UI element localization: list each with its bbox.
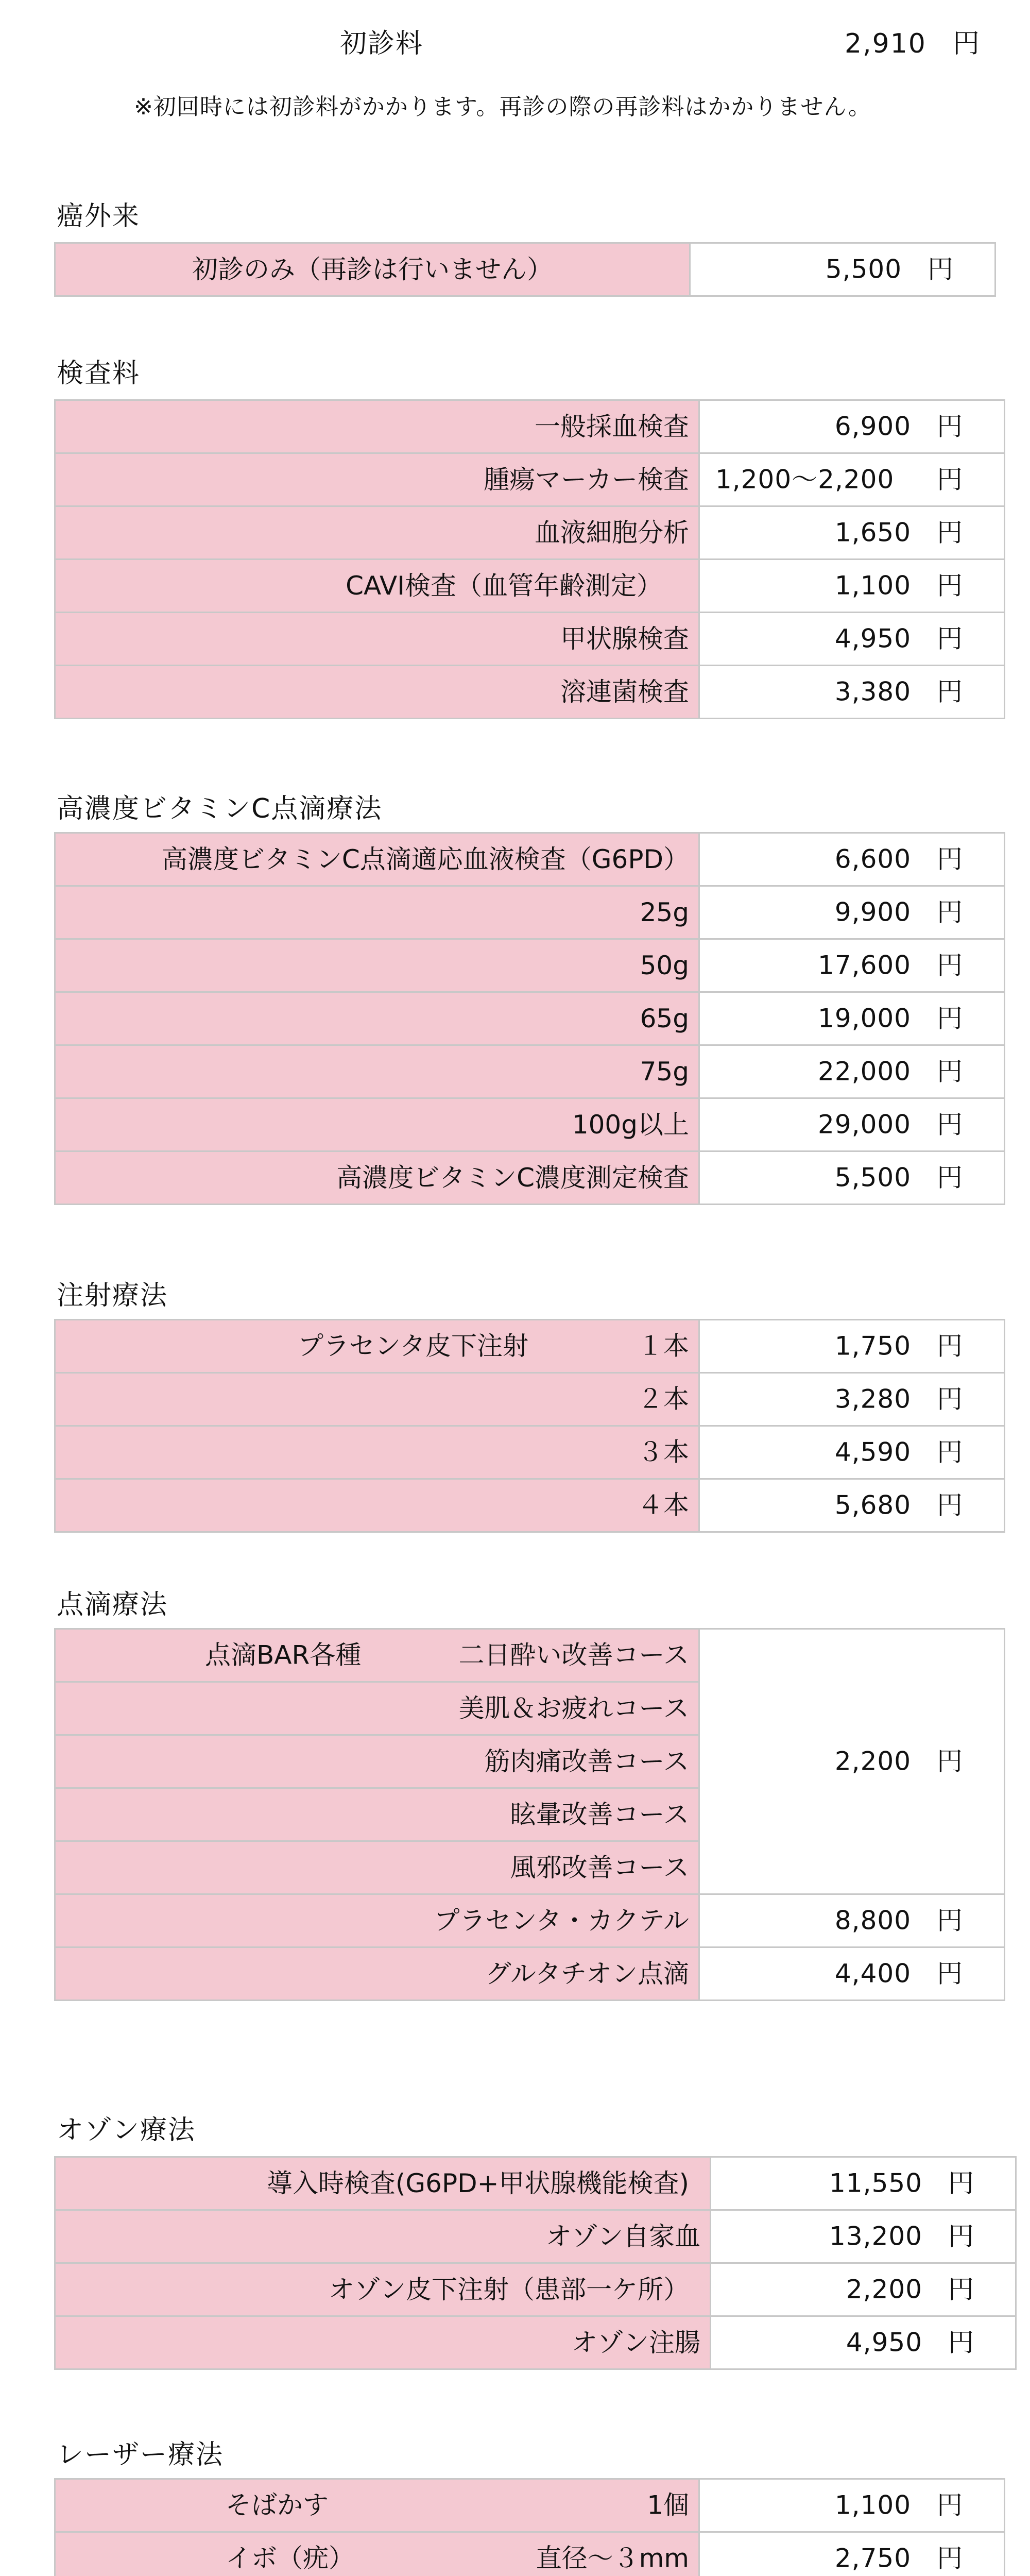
laser-condition: 直径～３mm xyxy=(536,2543,689,2573)
row-amount: 8,800 xyxy=(834,1905,911,1936)
row-yen: 円 xyxy=(937,411,963,442)
row-label xyxy=(55,1426,699,1479)
drip-group-prefix: 点滴BAR各種 xyxy=(205,1640,362,1670)
row-yen: 円 xyxy=(928,254,953,284)
row-yen: 円 xyxy=(937,1490,963,1520)
row-value xyxy=(711,2316,1016,2369)
row-label: 25g xyxy=(55,886,699,939)
section-title-drip: 点滴療法 xyxy=(57,1589,168,1620)
row-yen: 円 xyxy=(937,1384,963,1414)
row-label: 一般採血検査 xyxy=(55,400,699,453)
row-yen: 円 xyxy=(948,2327,974,2358)
row-value xyxy=(699,1320,1005,1373)
row-amount: 17,600 xyxy=(818,950,911,980)
section-title-cancer: 癌外来 xyxy=(57,201,141,232)
row-label: 溶連菌検査 xyxy=(55,666,699,719)
row-value xyxy=(699,939,1005,992)
row-value xyxy=(699,400,1005,453)
row-label: CAVI検査（血管年齢測定） xyxy=(55,560,699,613)
row-yen: 円 xyxy=(937,1003,963,1033)
table-drip xyxy=(54,1628,1005,2001)
row-value xyxy=(699,2532,1005,2576)
row-value xyxy=(699,1151,1005,1205)
row-amount: 2,750 xyxy=(834,2543,911,2573)
drip-course-label: 筋肉痛改善コース xyxy=(55,1735,699,1788)
row-yen: 円 xyxy=(937,844,963,874)
row-value xyxy=(699,1045,1005,1098)
drip-course-label: 二日酔い改善コース xyxy=(458,1640,689,1670)
row-yen: 円 xyxy=(948,2221,974,2251)
row-value xyxy=(699,666,1005,719)
row-value xyxy=(699,833,1005,886)
row-label xyxy=(55,1320,699,1373)
table-row xyxy=(55,666,1005,719)
injection-count: ３本 xyxy=(638,1437,689,1467)
row-amount: 5,680 xyxy=(834,1490,911,1520)
row-label xyxy=(55,1629,699,1682)
section-title-exam: 検査料 xyxy=(57,358,141,389)
laser-size: 1個 xyxy=(647,2490,689,2520)
row-amount: 1,200～2,200 xyxy=(715,464,895,495)
section-title-injection: 注射療法 xyxy=(57,1280,168,1311)
row-label: 50g xyxy=(55,939,699,992)
table-vitamin-c xyxy=(54,832,1005,1205)
row-amount: 2,200 xyxy=(846,2274,922,2304)
row-yen: 円 xyxy=(948,2274,974,2304)
laser-name: そばかす xyxy=(226,2490,329,2520)
table-row xyxy=(55,2479,1005,2532)
first-visit-fee-row xyxy=(0,21,1030,67)
drip-course-label: 美肌＆お疲れコース xyxy=(55,1682,699,1735)
table-row xyxy=(55,2316,1016,2369)
row-label xyxy=(55,2479,699,2532)
row-amount: 4,400 xyxy=(834,1958,911,1989)
row-amount: 1,100 xyxy=(834,570,911,601)
row-label: オゾン皮下注射（患部一ケ所） xyxy=(55,2263,711,2316)
row-value xyxy=(699,886,1005,939)
row-value xyxy=(690,243,995,296)
row-yen: 円 xyxy=(937,1056,963,1087)
first-visit-fee-yen: 円 xyxy=(953,28,980,59)
row-amount: 3,380 xyxy=(834,676,911,707)
row-label: 甲状腺検査 xyxy=(55,613,699,666)
row-value xyxy=(699,1098,1005,1151)
table-row xyxy=(55,1479,1005,1532)
row-yen: 円 xyxy=(937,1331,963,1361)
row-yen: 円 xyxy=(937,676,963,707)
row-amount: 11,550 xyxy=(829,2168,922,2198)
table-row xyxy=(55,1151,1005,1205)
row-yen: 円 xyxy=(937,1746,963,1776)
row-label xyxy=(55,1479,699,1532)
row-label: グルタチオン点滴 xyxy=(55,1947,699,2001)
row-yen: 円 xyxy=(937,570,963,601)
table-row xyxy=(55,2263,1016,2316)
table-row xyxy=(55,992,1005,1045)
section-title-ozone: オゾン療法 xyxy=(57,2115,196,2146)
row-value xyxy=(699,2479,1005,2532)
table-row xyxy=(55,1894,1005,1947)
table-row xyxy=(55,833,1005,886)
row-label: 高濃度ビタミンC点滴適応血液検査（G6PD） xyxy=(55,833,699,886)
row-yen: 円 xyxy=(937,2543,963,2573)
row-value xyxy=(699,613,1005,666)
row-yen: 円 xyxy=(937,2490,963,2520)
row-yen: 円 xyxy=(937,950,963,980)
drip-course-label: 風邪改善コース xyxy=(55,1841,699,1894)
row-amount: 29,000 xyxy=(818,1109,911,1140)
row-amount: 6,900 xyxy=(834,411,911,442)
row-yen: 円 xyxy=(937,1958,963,1989)
row-label: 75g xyxy=(55,1045,699,1098)
row-value xyxy=(699,1426,1005,1479)
row-value xyxy=(699,1894,1005,1947)
row-yen: 円 xyxy=(937,464,963,495)
row-value xyxy=(699,1373,1005,1426)
table-row xyxy=(55,1373,1005,1426)
row-amount: 13,200 xyxy=(829,2221,922,2251)
row-label: オゾン自家血 xyxy=(55,2210,711,2263)
table-row xyxy=(55,506,1005,560)
table-row xyxy=(55,886,1005,939)
table-cancer xyxy=(54,242,996,297)
table-row xyxy=(55,2532,1005,2576)
table-row xyxy=(55,1045,1005,1098)
table-row xyxy=(55,2210,1016,2263)
row-value xyxy=(699,506,1005,560)
row-amount: 5,500 xyxy=(834,1162,911,1193)
row-amount: 9,900 xyxy=(834,897,911,927)
row-value xyxy=(711,2263,1016,2316)
table-row xyxy=(55,2157,1016,2210)
row-amount: 3,280 xyxy=(834,1384,911,1414)
row-value xyxy=(711,2157,1016,2210)
row-value xyxy=(711,2210,1016,2263)
injection-count: １本 xyxy=(638,1331,689,1361)
injection-name: プラセンタ皮下注射 xyxy=(298,1331,528,1361)
table-row xyxy=(55,243,995,296)
table-row xyxy=(55,560,1005,613)
row-label: 高濃度ビタミンC濃度測定検査 xyxy=(55,1151,699,1205)
row-amount: 4,950 xyxy=(834,623,911,654)
table-row xyxy=(55,939,1005,992)
row-label: 腫瘍マーカー検査 xyxy=(55,453,699,506)
table-row xyxy=(55,1320,1005,1373)
row-yen: 円 xyxy=(937,517,963,548)
injection-count: ２本 xyxy=(638,1384,689,1414)
row-amount: 19,000 xyxy=(818,1003,911,1033)
row-label: オゾン注腸 xyxy=(55,2316,711,2369)
drip-group-value xyxy=(699,1629,1005,1894)
table-row xyxy=(55,1098,1005,1151)
row-label: 100g以上 xyxy=(55,1098,699,1151)
row-amount: 2,200 xyxy=(834,1746,911,1776)
row-yen: 円 xyxy=(937,1905,963,1936)
row-label: 導入時検査(G6PD+甲状腺機能検査) xyxy=(55,2157,711,2210)
row-yen: 円 xyxy=(937,623,963,654)
row-value xyxy=(699,453,1005,506)
row-amount: 4,950 xyxy=(846,2327,922,2358)
table-row xyxy=(55,1426,1005,1479)
row-value xyxy=(699,1947,1005,2001)
row-amount: 22,000 xyxy=(818,1056,911,1087)
table-laser xyxy=(54,2478,1005,2576)
row-label xyxy=(55,2532,699,2576)
row-yen: 円 xyxy=(937,1162,963,1193)
row-label: 65g xyxy=(55,992,699,1045)
first-visit-fee-amount: 2,910 xyxy=(845,28,926,59)
table-row xyxy=(55,400,1005,453)
section-title-vitamin-c: 高濃度ビタミンC点滴療法 xyxy=(57,793,383,824)
table-ozone xyxy=(54,2156,1017,2370)
row-label: 血液細胞分析 xyxy=(55,506,699,560)
row-amount: 1,100 xyxy=(834,2490,911,2520)
row-amount: 1,750 xyxy=(834,1331,911,1361)
row-yen: 円 xyxy=(937,1109,963,1140)
first-visit-fee-label: 初診料 xyxy=(340,28,424,59)
row-amount: 5,500 xyxy=(825,254,902,284)
row-yen: 円 xyxy=(937,1437,963,1467)
row-value xyxy=(699,1479,1005,1532)
table-injection xyxy=(54,1319,1005,1533)
row-yen: 円 xyxy=(948,2168,974,2198)
table-row xyxy=(55,1629,1005,1682)
table-row xyxy=(55,613,1005,666)
table-row xyxy=(55,453,1005,506)
laser-name: イボ（疣） xyxy=(226,2543,354,2573)
row-amount: 1,650 xyxy=(834,517,911,548)
row-label: 初診のみ（再診は行いません） xyxy=(55,243,690,296)
table-row xyxy=(55,1947,1005,2001)
table-exam xyxy=(54,399,1005,719)
row-label: プラセンタ・カクテル xyxy=(55,1894,699,1947)
row-value xyxy=(699,560,1005,613)
first-visit-note: ※初回時には初診料がかかります。再診の際の再診料はかかりません。 xyxy=(134,94,871,120)
row-value xyxy=(699,992,1005,1045)
row-yen: 円 xyxy=(937,897,963,927)
injection-count: ４本 xyxy=(638,1490,689,1520)
row-amount: 4,590 xyxy=(834,1437,911,1467)
drip-course-label: 眩暈改善コース xyxy=(55,1788,699,1841)
section-title-laser: レーザー療法 xyxy=(57,2439,224,2470)
row-amount: 6,600 xyxy=(834,844,911,874)
row-label xyxy=(55,1373,699,1426)
